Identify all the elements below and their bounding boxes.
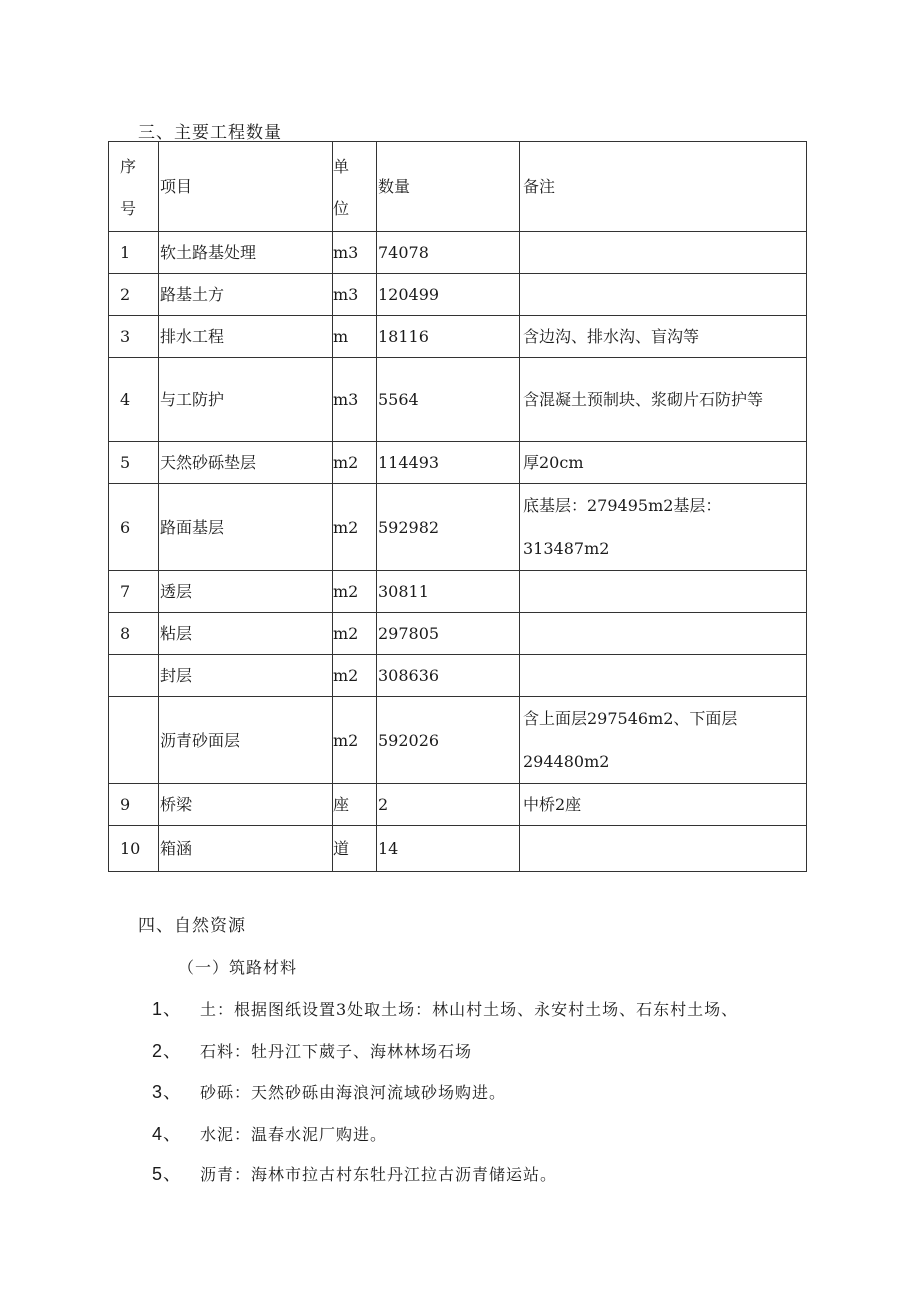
- material-text: 砂砾：天然砂砾由海浪河流域砂场购进。: [200, 1083, 507, 1102]
- cell-note: [520, 613, 807, 655]
- material-item: [152, 1037, 472, 1063]
- cell-item: 沥青砂面层: [159, 697, 333, 784]
- material-number: 4、: [152, 1124, 183, 1144]
- cell-note: 厚20cm: [520, 442, 807, 484]
- cell-item: 路基土方: [159, 274, 333, 316]
- cell-seq: 7: [109, 571, 159, 613]
- table-row: [109, 484, 807, 571]
- cell-item: 天然砂砾垫层: [159, 442, 333, 484]
- cell-unit: m2: [333, 571, 377, 613]
- cell-qty: 120499: [377, 274, 520, 316]
- cell-unit: 道: [333, 826, 377, 872]
- cell-seq: 4: [109, 358, 159, 442]
- cell-note: 底基层：279495m2基层：313487m2: [520, 484, 807, 571]
- cell-seq: 10: [109, 826, 159, 872]
- cell-item: 箱涵: [159, 826, 333, 872]
- material-number: 1、: [152, 999, 183, 1019]
- section-4-heading: 四、自然资源: [138, 916, 246, 936]
- cell-note: [520, 232, 807, 274]
- material-item: [152, 995, 738, 1021]
- material-text: 水泥：温春水泥厂购进。: [200, 1125, 388, 1144]
- cell-unit: m3: [333, 274, 377, 316]
- table-row: [109, 274, 807, 316]
- cell-unit: m3: [333, 232, 377, 274]
- cell-seq: 8: [109, 613, 159, 655]
- table-row: [109, 358, 807, 442]
- material-item: [152, 1120, 387, 1146]
- cell-seq: [109, 655, 159, 697]
- quantities-table: [108, 141, 807, 872]
- cell-qty: 74078: [377, 232, 520, 274]
- cell-qty: 114493: [377, 442, 520, 484]
- subsection-road-materials: （一）筑路材料: [178, 958, 298, 977]
- cell-qty: 297805: [377, 613, 520, 655]
- cell-qty: 30811: [377, 571, 520, 613]
- header-item: 项目: [159, 142, 333, 232]
- cell-item: 路面基层: [159, 484, 333, 571]
- table-row: [109, 316, 807, 358]
- cell-qty: 592982: [377, 484, 520, 571]
- cell-item: 透层: [159, 571, 333, 613]
- cell-note: 含上面层297546m2、下面层294480m2: [520, 697, 807, 784]
- table-row: [109, 784, 807, 826]
- cell-item: 封层: [159, 655, 333, 697]
- cell-seq: 2: [109, 274, 159, 316]
- cell-note: [520, 826, 807, 872]
- cell-qty: 14: [377, 826, 520, 872]
- cell-seq: 5: [109, 442, 159, 484]
- cell-qty: 592026: [377, 697, 520, 784]
- cell-item: 软土路基处理: [159, 232, 333, 274]
- cell-note: 中桥2座: [520, 784, 807, 826]
- cell-unit: m2: [333, 442, 377, 484]
- cell-item: 桥梁: [159, 784, 333, 826]
- material-text: 土：根据图纸设置3处取土场：林山村土场、永安村土场、石东村土场、: [200, 1000, 739, 1019]
- cell-qty: 308636: [377, 655, 520, 697]
- cell-item: 排水工程: [159, 316, 333, 358]
- cell-unit: m2: [333, 484, 377, 571]
- cell-qty: 2: [377, 784, 520, 826]
- header-seq: 序 号: [109, 142, 159, 232]
- header-note: 备注: [520, 142, 807, 232]
- table-row: [109, 613, 807, 655]
- material-text: 沥青：海林市拉古村东牡丹江拉古沥青储运站。: [200, 1165, 558, 1184]
- cell-seq: 3: [109, 316, 159, 358]
- header-unit: 单 位: [333, 142, 377, 232]
- table-row: [109, 655, 807, 697]
- table-row: [109, 442, 807, 484]
- cell-note: [520, 274, 807, 316]
- cell-unit: m2: [333, 697, 377, 784]
- cell-note: 含混凝土预制块、浆砌片石防护等: [520, 358, 807, 442]
- cell-seq: 6: [109, 484, 159, 571]
- cell-unit: m3: [333, 358, 377, 442]
- table-row: [109, 826, 807, 872]
- section-3-heading: 三、主要工程数量: [138, 123, 282, 143]
- cell-note: 含边沟、排水沟、盲沟等: [520, 316, 807, 358]
- material-item: [152, 1160, 557, 1186]
- table-row: [109, 697, 807, 784]
- cell-qty: 5564: [377, 358, 520, 442]
- cell-unit: m2: [333, 613, 377, 655]
- table-header-row: [109, 142, 807, 232]
- table-row: [109, 232, 807, 274]
- material-number: 5、: [152, 1164, 183, 1184]
- table-row: [109, 571, 807, 613]
- cell-unit: 座: [333, 784, 377, 826]
- cell-unit: m: [333, 316, 377, 358]
- cell-seq: [109, 697, 159, 784]
- material-number: 2、: [152, 1041, 183, 1061]
- header-qty: 数量: [377, 142, 520, 232]
- cell-seq: 1: [109, 232, 159, 274]
- cell-unit: m2: [333, 655, 377, 697]
- cell-qty: 18116: [377, 316, 520, 358]
- cell-note: [520, 655, 807, 697]
- material-number: 3、: [152, 1082, 183, 1102]
- material-text: 石料：牡丹江下葳子、海林林场石场: [200, 1042, 473, 1061]
- cell-item: 与工防护: [159, 358, 333, 442]
- cell-note: [520, 571, 807, 613]
- cell-seq: 9: [109, 784, 159, 826]
- material-item: [152, 1078, 506, 1104]
- cell-item: 粘层: [159, 613, 333, 655]
